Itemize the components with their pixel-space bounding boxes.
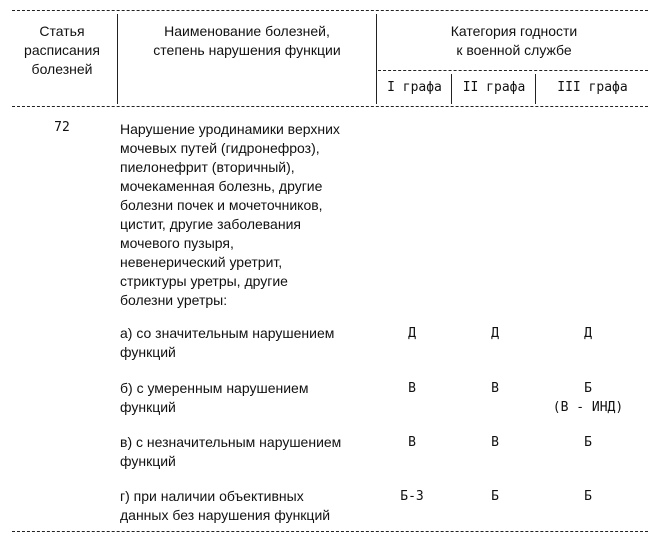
header-disease-column bbox=[120, 22, 374, 60]
category-grafa-1: В bbox=[408, 381, 416, 396]
article-title bbox=[120, 120, 375, 310]
row-label-line: г) при наличии объективных bbox=[120, 488, 304, 504]
category-grafa-3: Б bbox=[584, 489, 592, 504]
category-grafa-2: В bbox=[491, 381, 499, 396]
header-bottom-rule bbox=[12, 106, 648, 107]
table-row-label bbox=[120, 487, 375, 525]
row-label-line: б) с умеренным нарушением bbox=[120, 380, 309, 396]
header-grafa-1: I графа bbox=[387, 80, 442, 95]
header-grafa-2: II графа bbox=[462, 80, 526, 95]
row-label-line: функций bbox=[120, 399, 176, 415]
article-title-line: пиелонефрит (вторичный), bbox=[120, 159, 295, 175]
header-article-line: Статья bbox=[39, 23, 85, 39]
article-title-line: невенерический уретрит, bbox=[120, 254, 283, 270]
table-row-label bbox=[120, 433, 375, 471]
category-grafa-3: Б bbox=[584, 435, 592, 450]
article-title-line: мочевых путей (гидронефроз), bbox=[120, 140, 320, 156]
table-bottom-rule bbox=[12, 531, 648, 532]
category-grafa-3: Б bbox=[584, 381, 592, 396]
category-grafa-3: Д bbox=[584, 326, 592, 341]
header-separator-1 bbox=[117, 14, 118, 104]
header-grafa-3: III графа bbox=[557, 80, 628, 95]
table-row-label bbox=[120, 379, 375, 417]
row-label-line: функций bbox=[120, 453, 176, 469]
table-top-rule bbox=[12, 10, 648, 11]
category-grafa-2: В bbox=[491, 435, 499, 450]
article-title-line: стриктуры уретры, другие bbox=[120, 273, 288, 289]
header-article-line: расписания bbox=[24, 42, 100, 58]
category-grafa-2: Б bbox=[491, 489, 499, 504]
header-separator-3 bbox=[451, 74, 452, 104]
category-grafa-1: В bbox=[408, 435, 416, 450]
header-disease-line: степень нарушения функции bbox=[153, 42, 341, 58]
article-title-line: мочекаменная болезнь, другие bbox=[120, 178, 323, 194]
category-grafa-1: Д bbox=[408, 326, 416, 341]
category-grafa-2: Д bbox=[491, 326, 499, 341]
article-title-line: мочевого пузыря, bbox=[120, 235, 234, 251]
category-sub-rule bbox=[378, 70, 648, 71]
row-label-line: в) с незначительным нарушением bbox=[120, 434, 342, 450]
table-row-label bbox=[120, 324, 375, 362]
header-separator-4 bbox=[535, 74, 536, 104]
row-label-line: а) со значительным нарушением bbox=[120, 325, 335, 341]
category-grafa-1: Б-3 bbox=[400, 489, 424, 504]
header-article-column bbox=[12, 22, 112, 79]
header-separator-2 bbox=[376, 14, 377, 104]
header-category-column bbox=[380, 22, 648, 60]
article-title-line: болезни уретры: bbox=[120, 292, 228, 308]
article-title-line: болезни почек и мочеточников, bbox=[120, 197, 323, 213]
header-disease-line: Наименование болезней, bbox=[164, 23, 330, 39]
article-title-line: цистит, другие заболевания bbox=[120, 216, 301, 232]
header-article-line: болезней bbox=[31, 61, 93, 77]
header-category-line: Категория годности bbox=[450, 23, 578, 39]
article-title-line: Нарушение уродинамики верхних bbox=[120, 121, 340, 137]
row-label-line: функций bbox=[120, 344, 176, 360]
category-grafa-3-note: (В - ИНД) bbox=[552, 400, 624, 415]
article-number: 72 bbox=[54, 120, 70, 135]
row-label-line: данных без нарушения функций bbox=[120, 507, 331, 523]
header-category-line: к военной службе bbox=[456, 42, 572, 58]
